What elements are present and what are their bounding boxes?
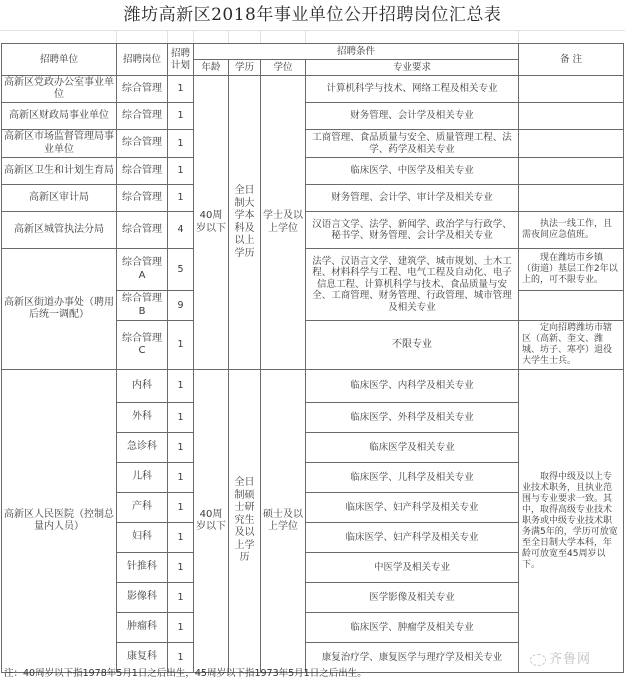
unit-cell: 高新区审计局 (2, 185, 117, 212)
education-cell: 全日制硕士研究生及以上学历 (229, 370, 261, 673)
plan-cell: 4 (168, 212, 194, 249)
plan-cell: 1 (168, 433, 194, 463)
position-cell: 综合管理 (117, 76, 168, 103)
plan-cell: 1 (168, 493, 194, 523)
remarks-cell (519, 76, 624, 103)
major-cell: 临床医学、妇产科学及相关专业 (306, 493, 519, 523)
plan-cell: 1 (168, 613, 194, 643)
position-cell: 综合管理A (117, 249, 168, 291)
major-cell: 临床医学及相关专业 (306, 433, 519, 463)
position-cell: 妇科 (117, 523, 168, 553)
plan-cell: 1 (168, 185, 194, 212)
watermark: 齐鲁网 (530, 648, 591, 667)
position-cell: 综合管理 (117, 103, 168, 130)
remarks-cell (519, 158, 624, 185)
position-cell: 综合管理 (117, 130, 168, 158)
major-cell: 汉语言文学、法学、新闻学、政治学与行政学、秘书学、财务管理、会计学及相关专业 (306, 212, 519, 249)
table-row (2, 370, 624, 403)
position-cell: 儿科 (117, 463, 168, 493)
recruitment-table (1, 43, 624, 673)
position-cell: 综合管理 (117, 185, 168, 212)
page-title: 潍坊高新区2018年事业单位公开招聘岗位汇总表 (123, 5, 502, 25)
remarks-cell (519, 130, 624, 158)
remarks-cell (519, 291, 624, 321)
plan-cell: 1 (168, 643, 194, 673)
plan-cell: 1 (168, 130, 194, 158)
position-cell: 肿瘤科 (117, 613, 168, 643)
unit-cell: 高新区街道办事处（聘用后统一调配） (2, 249, 117, 370)
header-remarks: 备 注 (519, 44, 624, 76)
plan-cell: 1 (168, 553, 194, 583)
plan-cell: 1 (168, 583, 194, 613)
major-cell: 工商管理、食品质量与安全、质量管理工程、法学、药学及相关专业 (306, 130, 519, 158)
position-cell: 综合管理 (117, 158, 168, 185)
remarks-cell: 现在潍坊市乡镇（街道）基层工作2年以上的，可不限专业。 (519, 249, 624, 291)
remarks-cell: 取得中级及以上专业技术职务，且执业范围与专业要求一致。其中，取得高级专业技术职务或中级专业技术职务满5年的，学历可放宽至全日制大学本科，年龄可放宽至45周岁以下。 (519, 370, 624, 673)
plan-cell: 1 (168, 523, 194, 553)
position-cell: 外科 (117, 403, 168, 433)
major-cell: 临床医学、内科学及相关专业 (306, 370, 519, 403)
position-cell: 产科 (117, 493, 168, 523)
position-cell: 综合管理C (117, 321, 168, 370)
major-cell: 临床医学、外科学及相关专业 (306, 403, 519, 433)
major-cell: 中医学及相关专业 (306, 553, 519, 583)
header-plan: 招聘计划 (168, 44, 194, 76)
degree-cell: 硕士及以上学位 (261, 370, 306, 673)
table-row (2, 158, 624, 185)
degree-cell: 学士及以上学位 (261, 76, 306, 370)
unit-cell: 高新区财政局事业单位 (2, 103, 117, 130)
education-cell: 全日制大学本科及以上学历 (229, 76, 261, 370)
blank-spacer-row (0, 30, 625, 44)
position-cell: 急诊科 (117, 433, 168, 463)
header-education: 学历 (229, 60, 261, 76)
position-cell: 针推科 (117, 553, 168, 583)
remarks-cell: 执法一线工作，且需夜间应急值班。 (519, 212, 624, 249)
plan-cell: 1 (168, 463, 194, 493)
major-cell: 临床医学、儿科学及相关专业 (306, 463, 519, 493)
major-cell: 临床医学、肿瘤学及相关专业 (306, 613, 519, 643)
position-cell: 综合管理B (117, 291, 168, 321)
position-cell: 康复科 (117, 643, 168, 673)
major-cell: 不限专业 (306, 321, 519, 370)
unit-cell: 高新区城管执法分局 (2, 212, 117, 249)
position-cell: 影像科 (117, 583, 168, 613)
header-unit: 招聘单位 (2, 44, 117, 76)
plan-cell: 1 (168, 103, 194, 130)
major-cell: 财务管理、会计学、审计学及相关专业 (306, 185, 519, 212)
age-cell: 40周岁以下 (194, 76, 229, 370)
major-cell: 临床医学、妇产科学及相关专业 (306, 523, 519, 553)
major-cell: 医学影像及相关专业 (306, 583, 519, 613)
age-cell: 40周岁以下 (194, 370, 229, 673)
unit-cell: 高新区人民医院（控制总量内人员） (2, 370, 117, 673)
plan-cell: 1 (168, 370, 194, 403)
table-row (2, 212, 624, 249)
unit-cell: 高新区党政办公室事业单位 (2, 76, 117, 103)
major-cell: 财务管理、会计学及相关专业 (306, 103, 519, 130)
watermark-logo-icon (530, 654, 546, 666)
header-major: 专业要求 (306, 60, 519, 76)
header-degree: 学位 (261, 60, 306, 76)
plan-cell: 1 (168, 403, 194, 433)
table-row (2, 103, 624, 130)
major-cell: 法学、汉语言文学、建筑学、城市规划、土木工程、材料科学与工程、电气工程及自动化、电子信息工程、计算机科学与技术、食品质量与安全、工商管理、财务管理、行政管理、城市管理及相关专业 (306, 249, 519, 321)
header-age: 年龄 (194, 60, 229, 76)
unit-cell: 高新区卫生和计划生育局 (2, 158, 117, 185)
major-cell: 临床医学、中医学及相关专业 (306, 158, 519, 185)
plan-cell: 5 (168, 249, 194, 291)
table-row (2, 76, 624, 103)
remarks-cell: 定向招聘潍坊市辖区（高新、奎文、潍城、坊子、寒亭）退役大学生士兵。 (519, 321, 624, 370)
plan-cell: 9 (168, 291, 194, 321)
header-position: 招聘岗位 (117, 44, 168, 76)
major-cell: 康复治疗学、康复医学与理疗学及相关专业 (306, 643, 519, 673)
remarks-cell (519, 103, 624, 130)
footnote: 注：40周岁以下指1978年5月1日之后出生，45周岁以下指1973年5月1日之后出生。 (4, 668, 367, 679)
table-row (2, 249, 624, 291)
remarks-cell (519, 185, 624, 212)
plan-cell: 1 (168, 321, 194, 370)
unit-cell: 高新区市场监督管理局事业单位 (2, 130, 117, 158)
header-conditions: 招聘条件 (194, 44, 519, 60)
position-cell: 综合管理 (117, 212, 168, 249)
position-cell: 内科 (117, 370, 168, 403)
plan-cell: 1 (168, 158, 194, 185)
table-row (2, 185, 624, 212)
table-row (2, 130, 624, 158)
major-cell: 计算机科学与技术、网络工程及相关专业 (306, 76, 519, 103)
plan-cell: 1 (168, 76, 194, 103)
